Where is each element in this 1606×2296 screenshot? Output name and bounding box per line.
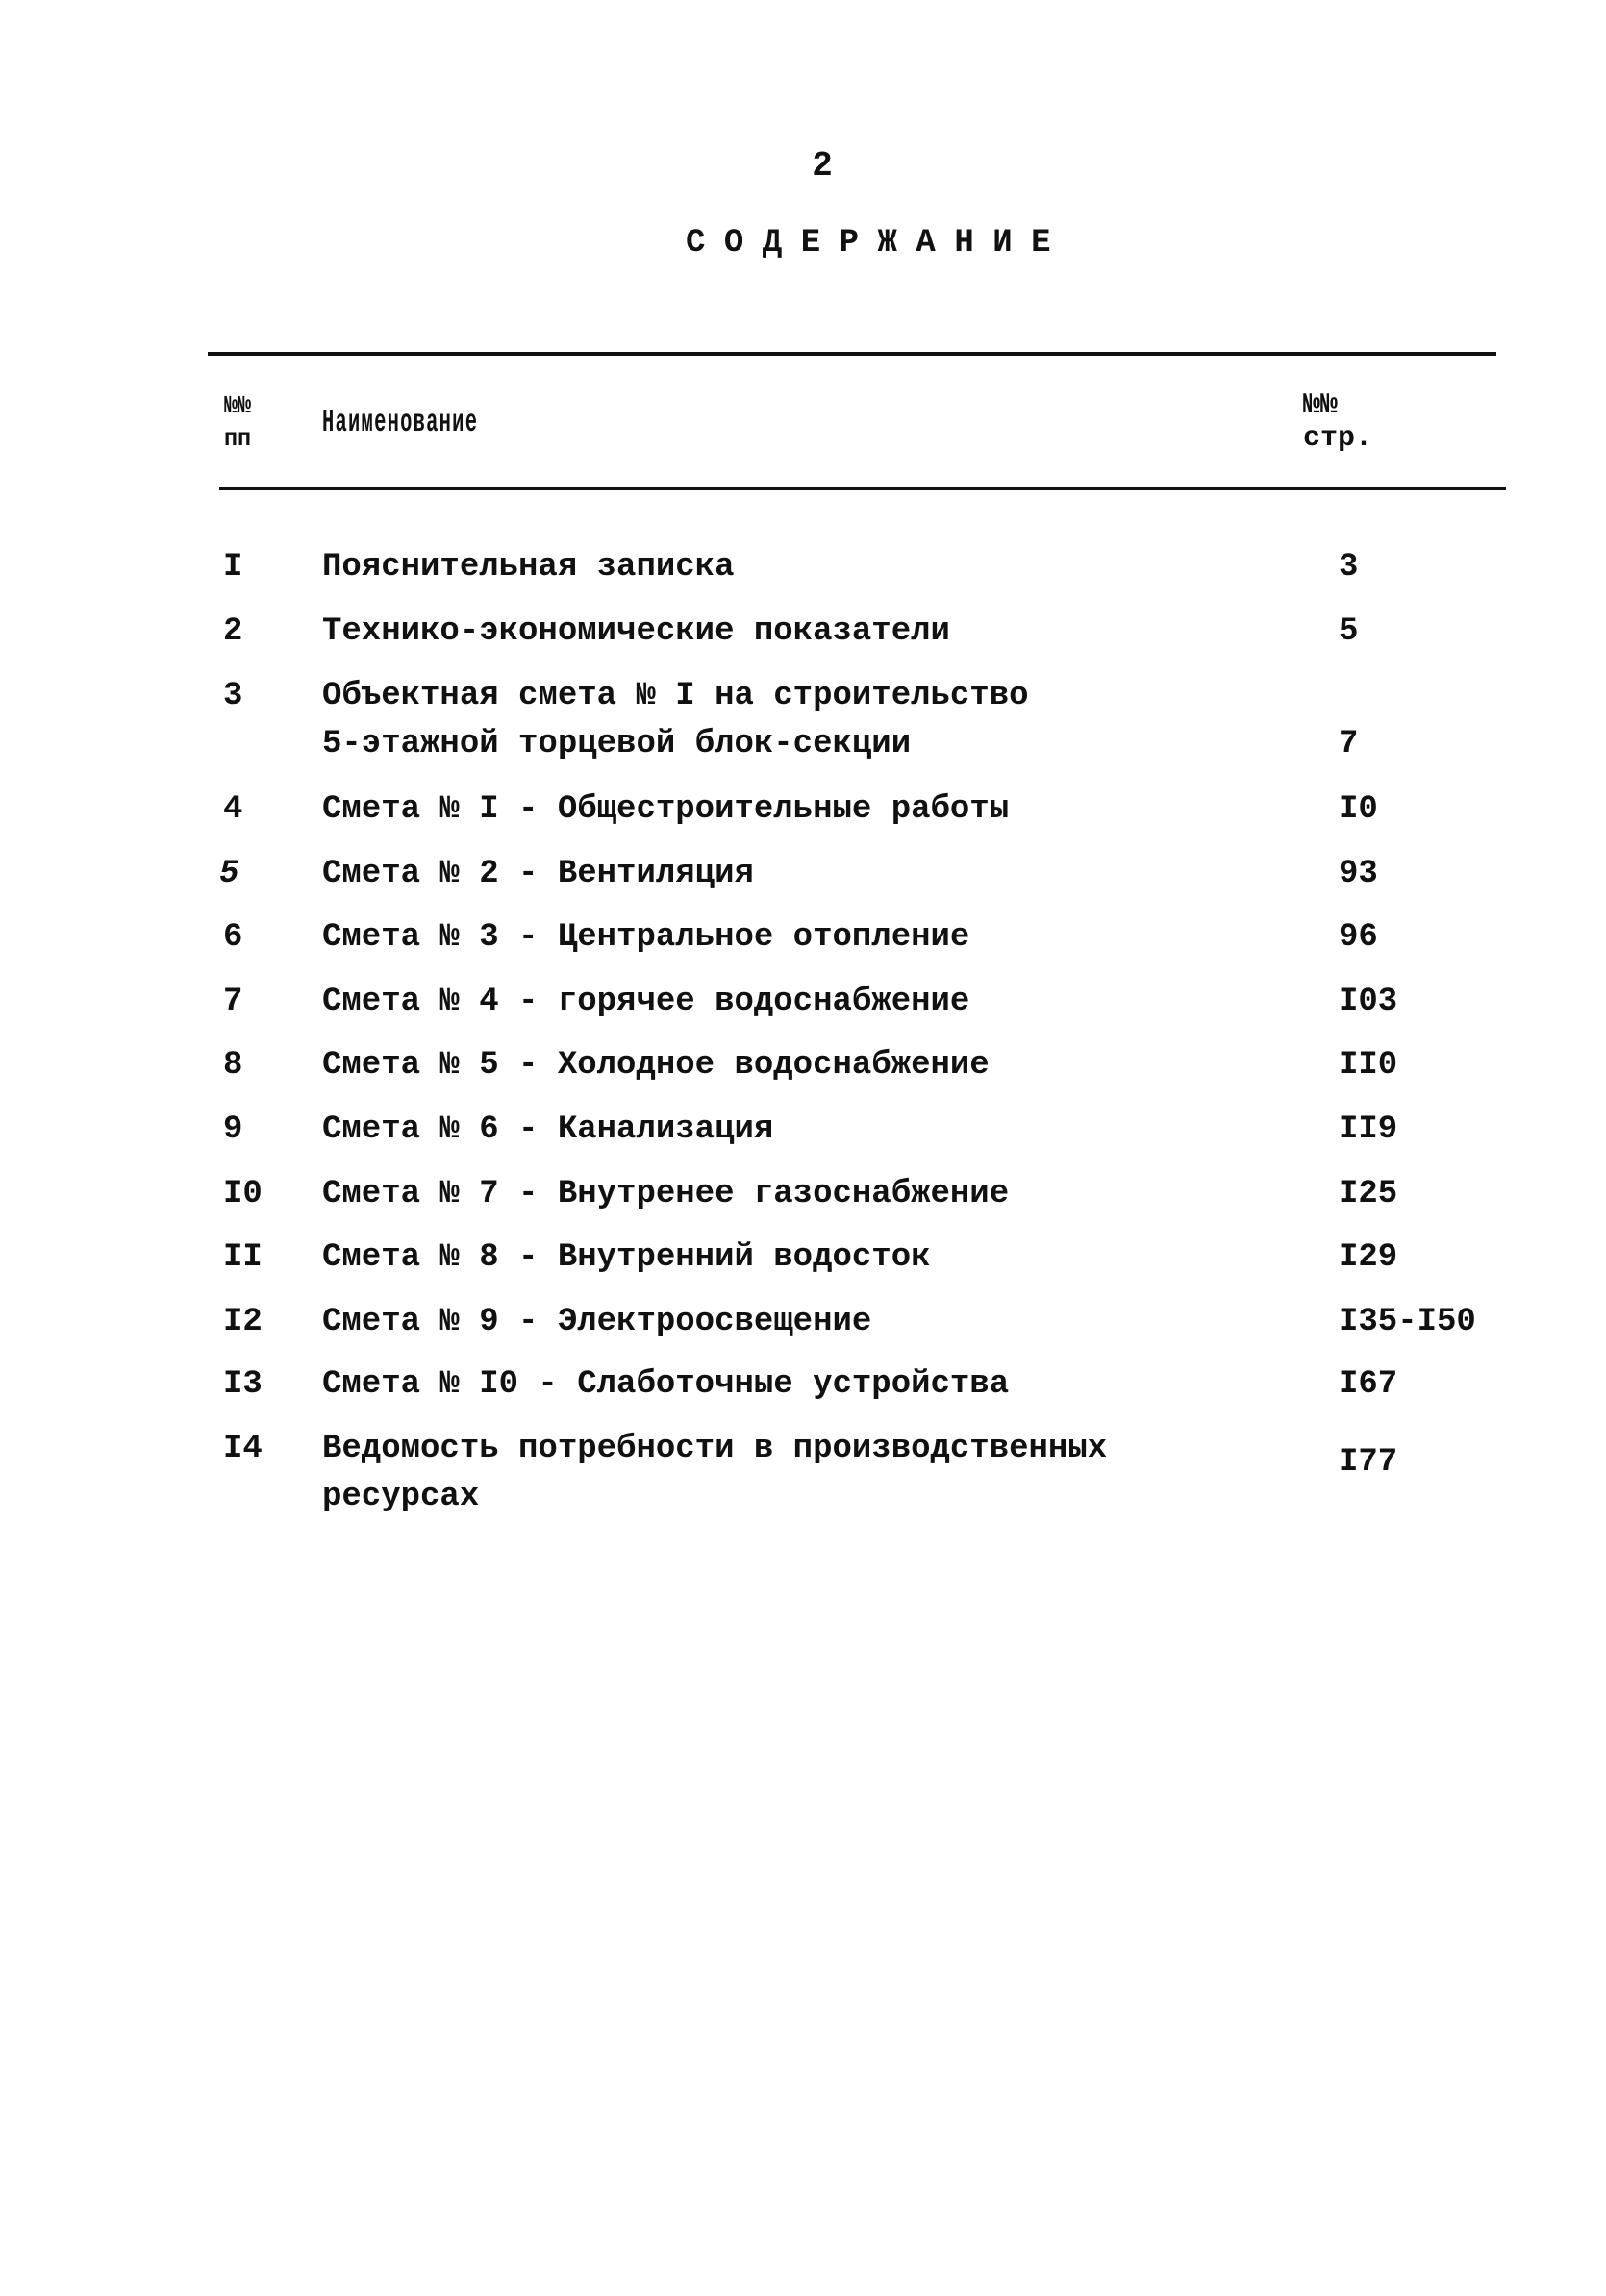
toc-title-line: Смета № 5 - Холодное водоснабжение: [322, 1047, 990, 1084]
toc-row-title: [322, 672, 1029, 768]
toc-title-line: Объектная смета № I на строительство: [322, 678, 1029, 714]
toc-row-title: [322, 608, 950, 656]
toc-title-line: Смета № 2 - Вентиляция: [322, 856, 754, 892]
toc-row-number: 6: [223, 919, 243, 956]
toc-row-number: 4: [223, 791, 243, 828]
toc-row-title: [322, 1425, 1107, 1521]
toc-title-line: Смета № 3 - Центральное отопление: [322, 919, 970, 956]
toc-row-page: I77: [1339, 1444, 1398, 1481]
toc-row-number: 2: [223, 613, 243, 650]
toc-title-line: Смета № 9 - Электроосвещение: [322, 1304, 872, 1340]
toc-row-page: I29: [1339, 1239, 1398, 1276]
toc-row-title: [322, 1360, 1009, 1409]
header-page-line1: №№: [1303, 389, 1339, 422]
toc-title-line: ресурсах: [322, 1479, 480, 1515]
toc-row-page: I35-I50: [1339, 1304, 1476, 1340]
header-page-line2: стр.: [1303, 422, 1373, 455]
toc-row-number: 8: [223, 1047, 243, 1084]
toc-row-title: [322, 1298, 871, 1346]
toc-row-title: [322, 978, 969, 1026]
toc-row-page: II0: [1339, 1047, 1398, 1084]
toc-row-page: I03: [1339, 984, 1398, 1020]
table-header-rule: [219, 487, 1506, 490]
toc-row-page: 7: [1339, 726, 1359, 762]
toc-row-page: 3: [1339, 549, 1359, 586]
toc-row-number: I3: [223, 1366, 263, 1403]
toc-row-number: 9: [223, 1111, 243, 1148]
toc-row-number: 3: [223, 678, 243, 714]
toc-row-title: [322, 1106, 773, 1154]
toc-row-number: 5: [219, 856, 239, 892]
toc-row-page: I67: [1339, 1366, 1398, 1403]
header-number-column: [224, 389, 251, 455]
toc-title-line: Смета № 6 - Канализация: [322, 1111, 774, 1148]
toc-row-title: [322, 1041, 990, 1089]
toc-row-number: I4: [223, 1431, 263, 1467]
toc-row-number: I2: [223, 1304, 263, 1340]
toc-row-page: 5: [1339, 613, 1359, 650]
toc-row-title: [322, 1170, 1009, 1218]
toc-title-line: Ведомость потребности в производственных: [322, 1431, 1108, 1467]
toc-row-number: I0: [223, 1176, 263, 1212]
page-number: 2: [812, 146, 833, 186]
toc-row-page: 93: [1339, 856, 1378, 892]
header-number-line1: №№: [224, 391, 252, 420]
toc-row-title: [322, 1234, 931, 1282]
toc-row-number: II: [223, 1239, 263, 1276]
toc-title-line: 5-этажной торцевой блок-секции: [322, 726, 912, 762]
toc-row-title: [322, 543, 734, 591]
toc-title-line: Смета № 8 - Внутренний водосток: [322, 1239, 931, 1276]
toc-row-page: 96: [1339, 919, 1378, 956]
toc-row-number: 7: [223, 984, 243, 1020]
header-name-column: Наименование: [322, 405, 479, 440]
toc-title-line: Пояснительная записка: [322, 549, 735, 586]
toc-title-line: Смета № I0 - Слаботочные устройства: [322, 1366, 1010, 1403]
toc-title-line: Смета № 4 - горячее водоснабжение: [322, 984, 970, 1020]
toc-row-page: I25: [1339, 1176, 1398, 1212]
toc-title-line: Смета № 7 - Внутренее газоснабжение: [322, 1176, 1010, 1212]
toc-title-line: Смета № I - Общестроительные работы: [322, 791, 1010, 828]
header-number-line2: пп: [224, 424, 252, 453]
document-title: СОДЕРЖАНИЕ: [686, 225, 1070, 262]
table-top-rule: [208, 352, 1496, 356]
toc-row-title: [322, 850, 754, 898]
toc-row-page: I0: [1339, 791, 1378, 828]
toc-row-page: II9: [1339, 1111, 1398, 1148]
toc-title-line: Технико-экономические показатели: [322, 613, 950, 650]
toc-row-title: [322, 786, 1009, 834]
toc-row-number: I: [223, 549, 243, 586]
toc-row-title: [322, 913, 969, 961]
header-page-column: [1303, 389, 1372, 455]
